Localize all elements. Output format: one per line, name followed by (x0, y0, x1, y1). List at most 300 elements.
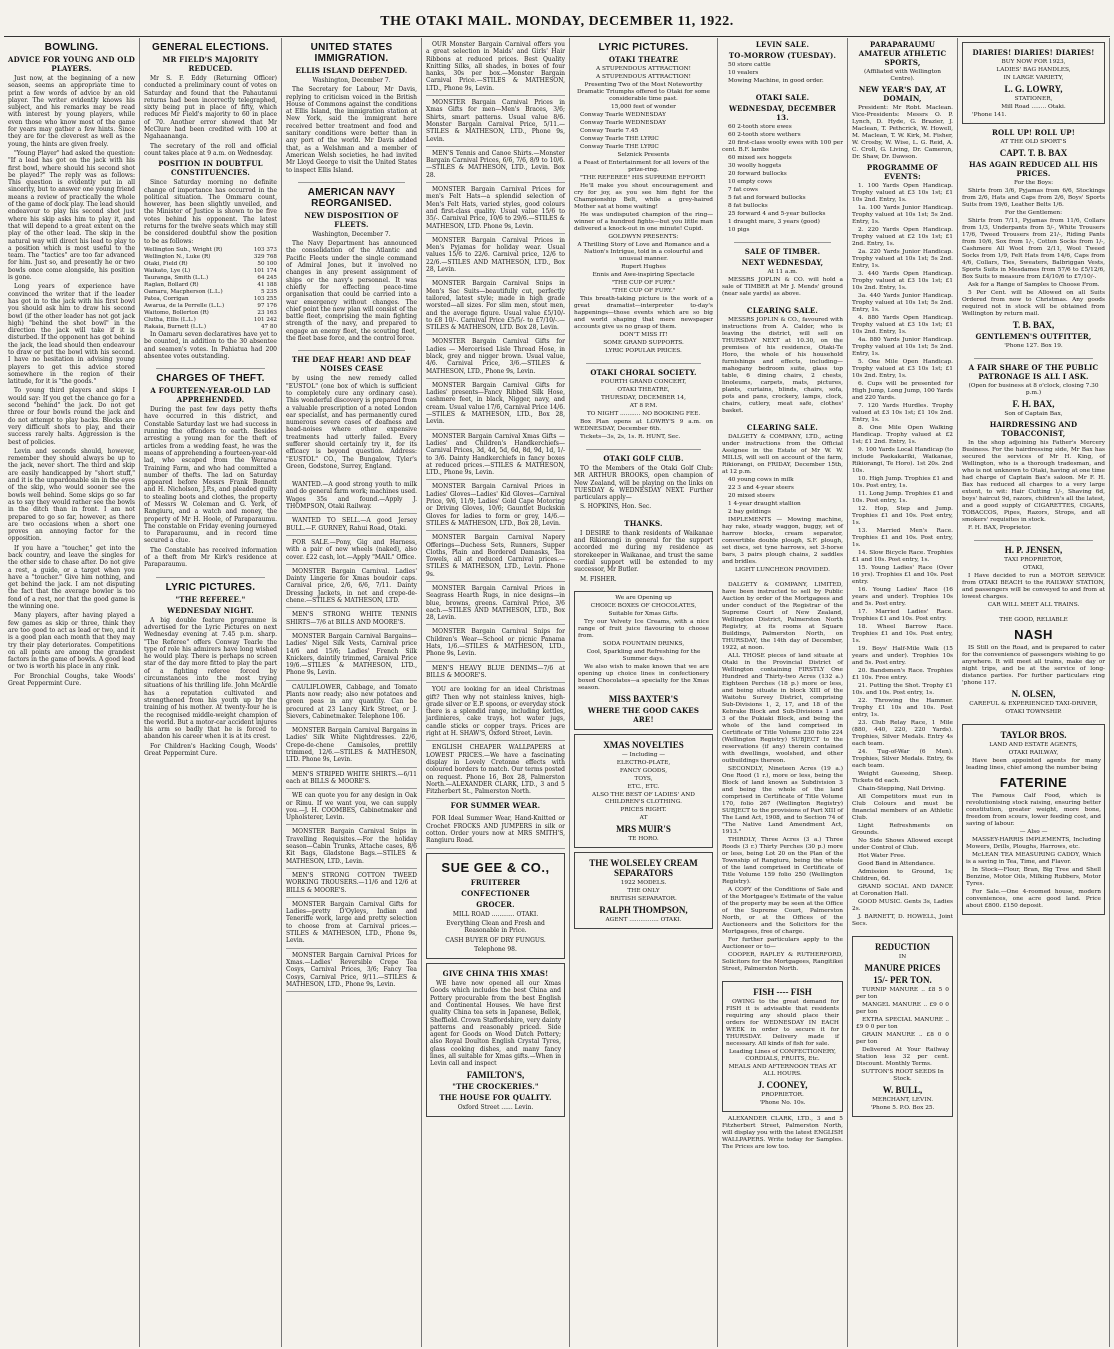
golf-ad (574, 454, 713, 511)
ad-title: ROLL UP! ROLL UP! (991, 128, 1076, 137)
table-row (144, 310, 277, 317)
ad-text: FOR SALE.—Pony, Gig and Harness, with a pair of new wheels (naked), also cover. £22 cash, lot.—Apply "MAIL" Office. (286, 538, 417, 561)
classified-ad (426, 812, 565, 848)
votes-cell: 5 235 (260, 288, 277, 295)
article-subheadline: A FOURTEEN-YEAR-OLD LAD APPREHENDED. (150, 386, 271, 405)
classified-ad (286, 565, 417, 608)
taylor-ad (962, 724, 1105, 915)
ad-title: J. COONEY, (757, 1080, 808, 1090)
ad-line: LADIES' BAG HANDLES, (996, 67, 1071, 73)
ad-line: IN (898, 954, 907, 960)
ad-line: SODA FOUNTAIN DRINKS, (602, 640, 685, 647)
ad-title: FISH ---- FISH (753, 987, 812, 997)
xmas-novelties-ad (574, 734, 713, 848)
seat-cell: Awarua, de la Perrelle (L.L.) (144, 302, 225, 309)
article-headline: UNITED STATES IMMIGRATION. (310, 42, 393, 64)
ad-line: Conway Tearle WEDNESDAY (580, 120, 666, 126)
event-item: Chain-Stepping, Nail Driving. (858, 786, 946, 792)
article-subheadline: WEDNESDAY NIGHT. (167, 605, 254, 615)
event-item: 23. Club Relay Race, 1 Mile (880, 440, 220, 220 Yards). Trophies, Silver Medals. Entry 4s each team. (852, 720, 953, 747)
ad-line: DON'T MISS IT! (619, 332, 668, 338)
bax-ad (962, 128, 1105, 350)
seat-cell: Oamaru, Macpherson (L.L.) (144, 288, 223, 295)
table-row (144, 282, 277, 289)
ad-title: A FAIR SHARE OF THE PUBLIC PATRONAGE IS ALL I ASK. (968, 363, 1099, 381)
table-row (144, 317, 277, 324)
timber-sale-ad (722, 247, 843, 298)
table-row (144, 324, 277, 331)
seat-cell: Patea, Corrigan (144, 295, 189, 302)
classified-ad (426, 741, 565, 799)
ad-line: Conway Tearle THE LYRIC (580, 136, 659, 142)
article-paragraph: During the past few days petty thefts have occurred in this district, and Constable Saturday last we had success in running the offenders to earth. Besides arresting a young man for the theft of articles from a wedding feast, he was the means of apprehending a fourteen-year-old lad, who escaped from the Weraroa Training Farm, and who had committed a number of thefts. The lad on Saturday appeared before Messrs Frank Bennett and H. Nicholson, J.P.s, and pleaded guilty to stealing boots and clothes, the property of Messrs W. Coleman and G. Yerk, of Rangiuru, and a watch and money, the property of Mr H. Hoole, of Paraparaumu. The constable on Friday evening journeyed to Paraparaumu, and in record time secured a clue. (144, 406, 277, 545)
ad-line: I DESIRE to thank residents of Waikanae and Rikiorangi in general for the support accorded me during my residence as storekeeper in Waikanae, and trust the same cordial support will be extended to my successor, Mr Butler. (574, 529, 713, 574)
jensen-ad (962, 545, 1105, 609)
article-headline: GENERAL ELECTIONS. (152, 42, 269, 53)
masthead (0, 0, 1114, 36)
clearing-sale-ad (722, 306, 843, 415)
table-row (144, 289, 277, 296)
event-item: 4. 880 Yards Open Handicap. Trophy valued at £3 10s 1st; £1 10s 2nd. Entry, 1s. (852, 315, 953, 335)
ad-text: MONSTER Bargain Carnival Napery Offerings—Duchess Sets, Runners, Supper Cloths, Plain and Bordered Damasks, Tea Towels, all at reduced Carnival prices.—STILES & MATHESON, LTD., Levin. Phone 9s. (426, 534, 565, 578)
event-item: Weight Guessing, Sheep. Tickets 6d each. (852, 771, 953, 784)
article-subheadline: ELLIS ISLAND DEFENDED. (295, 66, 408, 75)
ad-text: MONSTER Bargain Carnival Gifts for Ladies' presents—Fancy Ribbed Silk Hose, cashmere feet, in black, Nigger, navy, and cream. Usual value 17/6, Carnival Price 14/6.—STILES & MATHESON, LTD., Box 28, Levin. (426, 381, 565, 426)
event-item: 1. 100 Yards Open Handicap. Trophy valued at £3 10s 1st; £1 10s 2nd. Entry, 1s. (852, 183, 953, 203)
column-8 (958, 38, 1110, 1347)
ad-text: Telephone 98. (474, 945, 517, 953)
ad-line: For Sale.—One 4-roomed house, modern conveniences, one acre good land. Price about £800. £150 deposit. (966, 889, 1101, 909)
ad-line: TAXI PROPRIETOR, (1004, 557, 1063, 563)
event-item: 3a. 440 Yards Junior Handicap. Trophy valued at 10s 1st; 5s 2nd. Entry, 1s. (852, 293, 953, 313)
ad-line: FOURTH GRAND CONCERT, (600, 379, 687, 385)
classified-ad (426, 683, 565, 741)
seat-cell: Clutha, Ellis (L.L.) (144, 316, 196, 323)
ad-text: CAULIFLOWER, Cabbage, and Tomato Plants now ready; also new potatoes and green peas in any quantity. Can be procured at 23 Lancy Kirk Street, or J. Sievers, Cabinetmaker. Telephone 106. (286, 683, 417, 720)
event-item: Hot Water Free. (858, 853, 906, 859)
column-6 (718, 38, 848, 1347)
ad-headline: FOR SUMMER WEAR. (450, 801, 541, 811)
table-row (144, 275, 277, 282)
ad-line: Shirts from 7/11, Pyjamas from 11/6, Collars from 1/3, Underpants from 5/-, White Trousers 17/6, Tweed Trousers from 21/-, Riding Pants from 10/6, Sox from 1/-, Cotton Socks from 1/-, Cashmere All Wool from 2/11, Wool Tweed Socks from 1/9, Felt Hats from 14/6, Caps from 4/6, Collars, Ties, Sweaters, Balbriggan Vests, Sports Suits in Mesdames from 57/6 to £5/12/6, Box Suits to measure from £4/10/6 to £7/10/-. (962, 218, 1105, 280)
classified-ad (286, 681, 417, 724)
ad-line: ALL THOSE pieces of land situate at Otaki in the Provincial District of Wellington containing FIRSTLY One Hundred and Thirty-two Acres (132 a.) Eighteen Perches (18 p.) more or less, and being situate in block XIII of the Waitohu Survey District, comprising Sub-Divisions 1, 2, 17, and 18 of the Kebrake Block and Sub-Divisions 1 and 3 of the Pukiaki Block, and being the whole of the land comprised in Certificate of Title Volume 230 folio 224 (Wellington Registry) SUBJECT to the reservations (if any) therein contained with dwellings, woolshed, and other outbuildings thereon. (722, 653, 843, 764)
ad-line: 60 2-tooth store ewes (728, 124, 792, 130)
ad-text: MEN'S STRONG WHITE TENNIS SHIRTS—7/6 at BILLS AND MOORE'S. (286, 611, 417, 626)
votes-cell: 50 100 (257, 260, 277, 267)
ad-title: FATERINE (999, 775, 1068, 790)
ad-line: TURNIP MANURE .. £8 5 0 per ton (856, 987, 949, 1000)
article-dateline: Washington, December 7. (312, 77, 391, 84)
event-item: J. BARNETT, D. HOWELL, Joint Secs. (852, 914, 953, 927)
ad-line: SUTTON'S ROOT SEEDS In Stock. (861, 1069, 944, 1082)
event-item: 5. One Mile Open Handicap. Trophy valued at £3 10s 1st; £1 10s 2nd. Entry, 1s. (852, 359, 953, 379)
ad-line: BUY NOW FOR 1923, (1001, 59, 1066, 65)
ad-line: (Open for business at 8 o'clock, closing 7.30 p.m.) (968, 383, 1099, 396)
ad-title: OTAKI CHORAL SOCIETY. (590, 368, 697, 377)
table-row (144, 261, 277, 268)
divider (734, 242, 831, 243)
table-row (144, 268, 277, 275)
article-paragraph: If you have a "toucher," get into the back country, and leave the singles for the other side to chase after. Do not give a rest, a guide, or a target when you have a "toucher." Give him nothing, and get behind the jack. I am not disputing the fact that the average bowler is too fond of a rest, nor that the good game is the winning one. (8, 544, 135, 611)
ad-line: THURSDAY, DECEMBER 14, (601, 395, 686, 401)
ad-title: MRS MUIR'S (616, 823, 671, 834)
article-subheadline: "THE REFEREE." (175, 594, 246, 604)
ad-line: The Famous Calf Food, which is revolutionising stock raising, ensuring better constitution, greater weight, more bone, freedom from scours, lower feeding cost, and saving of labour. (966, 793, 1101, 827)
event-item: GOOD MUSIC. Gents 3s, Ladies 2s. (852, 899, 953, 912)
article-paragraph: The Navy Department has announced the consolidation of the Atlantic and Pacific Fleets under the single command of Admiral Jones, but it involved no changes in any present assignment of ships or the navy's personnel. It was chiefly for effecting peace-time organisation that could be carried into a war emergency without changes. The chief point the new plan will consist of the battle fleet, comprising the main fighting strength of the navy, and prepared to engage an enemy fleet, the scouting fleet, the fleet base force, and the control force. (286, 240, 417, 343)
column-5 (570, 38, 718, 1347)
classified-ad (286, 949, 417, 992)
event-item: 2a. 220 Yards Junior Handicap. Trophy valued at 10s 1st; 5s 2nd. Entry, 1s. (852, 249, 953, 269)
ad-line: DALGETY & COMPANY, LIMITED, have been instructed to sell by Public Auction by order of the Mortgagees and under conduct of the Registrar of the Supreme Court of New Zealand, Wellington District, Palmerston North Registry, at its rooms at Square Buildings, Palmerston North, on THURSDAY, the 14th day of December, 1922, at noon. (722, 582, 843, 651)
ad-line: Box Plan opens at LOWRY'S 9 a.m. on WEDNESDAY, December 6th. (574, 419, 713, 432)
ad-line: MERCHANT, LEVIN. (871, 1097, 934, 1103)
ad-text: MONSTER Bargain Carnival Bargains in Ladies' Silk White Nightdresses. 22/6, Crepe-de-chene Camisoles, prettily trimmed, 12/6.—STILES & MATHESON, LTD. Phone 9s, Levin. (286, 727, 417, 764)
ad-text: by using the new remedy called "EUSTOL" (one box of which is sufficient to completely cure any ordinary case). This wonderful discovery is prepared from a valuable prescription of a noted London ear specialist, and has permanently cured numerous severe cases of deafness and head-noises where other expensive treatments had utterly failed. Every sufferer should certainly try it, for its efficacy is beyond question. Address: "EUSTOL" CO., The Bungalow, Tyler's Green, Godstone, Surrey, England. (286, 375, 417, 470)
ad-text: CASH BUYER OF DRY FUNGUS. (445, 936, 546, 944)
ad-line: 50 store cattle (728, 62, 771, 68)
article-paragraph: The secretary of the roll and official count takes place at 9 a.m. on Wednesday. (144, 142, 277, 157)
ad-title: TAYLOR BROS. (1000, 730, 1067, 740)
article-paragraph: The Constable has received information of a theft from Mr Kirk's residence at Paraparaumu. (144, 546, 277, 569)
event-item: 11. Long Jump. Trophies £1 and 10s. Post entry, 1s. (852, 491, 953, 504)
ad-text: MONSTER Bargain Carnival Prices for Xmas.—Ladies' Reversible Crepe Tea Cosys, Carnival Prices, 3/6; Fancy Tea Cosys, Carnival Price, 9/11.—STILES & MATHESON, LTD., Phone 9s, Levin. (286, 951, 417, 988)
dalgety-ad (722, 582, 843, 973)
ad-line: 5 Per Cent. will be Allowed on all Suits Ordered from now to Christmas. Any goods required not in stock will be obtained from Wellington by return mail. (962, 290, 1105, 317)
article-paragraph: Many players, after having played a few games as skip or three, think they are too good to act as lead or two, and it is a good plan each month that they may try their play deteriorates. Competitions on all points are among the grandest factors in the game of bowls. A good lead or two is worth his place in any rink. (8, 612, 135, 671)
ad-line: MESSRS JOPLIN & CO. will hold a sale of TIMBER at Mr J. Mends' ground (near sale yards) as above. (722, 277, 843, 297)
ad-line: A COPY of the Conditions of Sale and of the Mortgagee's Estimate of the value of the property may be seen at the Office of the Supreme Court, Palmerston North, or at the Offices of the Auctioneers and the Solicitors for the Mortgagees, free of charge. (722, 887, 843, 935)
ad-line: MASSEY-HARRIS IMPLEMENTS, Including Mowers, Drills, Ploughs, Harrows, etc. (966, 837, 1101, 850)
event-item: All Competitors must run in Club Colours and must be financial members of an Athletic Club. (852, 794, 953, 821)
divider (974, 540, 1093, 541)
ad-line: 'Phone 141. (972, 112, 1007, 118)
ad-line: IN LARGE VARIETY, (1003, 75, 1064, 81)
article-paragraph: Just now, at the beginning of a new season, seems an appropriate time to print a few words of advice by an old player. The writer evidently knows his subject, and his remarks may be read with interest by young players, while even those who know most of the game for years may gather a few hints. Since they are for the cleverest as well as the young, the hints are given freely. (8, 75, 135, 148)
ad-line: Ask for a Range of Samples to Choose From. (968, 282, 1100, 288)
divider (298, 350, 405, 351)
ad-title: FAMILTON'S, (466, 1069, 525, 1080)
ad-line: "THE CUP OF FURY." (611, 280, 676, 286)
ad-line: A Thrilling Story of Love and Romance and a Nation's Intrigue, told in a colourful and unusual manner. (577, 242, 710, 262)
ad-line: LYRIC POPULAR PRICES. (605, 348, 682, 354)
ad-line: We also wish to make known that we are opening up choice lines in confectionery boxed Chocolates—a specialty for the Xmas season. (578, 663, 709, 691)
votes-cell: 101 174 (253, 267, 277, 274)
ad-line: For further particulars apply to the Auctioneer or to— (722, 937, 843, 950)
classified-ad (286, 536, 417, 565)
ad-line: 10 empty cows (728, 179, 772, 185)
ad-line: ETC., ETC. (627, 783, 660, 790)
ad-title: THE WOLSELEY CREAM SEPARATORS (589, 857, 698, 878)
ad-title: MISS BAXTER'S (608, 693, 679, 704)
classified-ad (426, 662, 565, 684)
divider (586, 449, 701, 450)
ad-text: MONSTER Bargain Carnival Bargains—Ladies' Nigel Silk Vests, Carnival price 14/6 and 15/6; Ladies' French Silk Knickers, daintily trimmed, Carnival Price 19/6.—STILES & MATHESON, LTD., Phone 9s, Levin. (286, 632, 417, 677)
ad-title: XMAS NOVELTIES (603, 739, 684, 750)
ad-line: FANCY GOODS, (619, 767, 668, 774)
ad-text: Oxford Street ...... Levin. (457, 1103, 534, 1111)
classified-ad (426, 234, 565, 277)
ad-line: McLEAN TEA MEASURING CADDY, Which is a saving in Tea, Time, and Flavor. (966, 852, 1101, 865)
ad-title: CAPT. T. B. BAX (999, 148, 1068, 158)
classified-ad (426, 277, 565, 335)
votes-cell: 41 188 (257, 281, 277, 288)
votes-cell: 101 242 (253, 316, 277, 323)
ad-line: 5 fat and forward bullocks (728, 195, 806, 201)
ad-text: MONSTER Bargain Carnival Snips in Travelling Requisites.—For the holiday season—Cabin Trunks, Attache cases, 8/6 Kit Bags, Gladstone Bags.—STILES & MATHESON, LTD., Levin. (286, 828, 417, 865)
masthead-title: THE OTAKI MAIL. MONDAY, DECEMBER 11, 1922. (380, 14, 734, 29)
ad-line: Son of Captain Bax, (1004, 411, 1063, 417)
ad-line: At 11 a.m. (767, 269, 798, 275)
votes-cell: 47 80 (260, 323, 277, 330)
seat-cell: Wellington N., Luke (R) (144, 253, 211, 260)
clark-ad (722, 1116, 843, 1151)
seat-cell: Otaki, Field (R) (144, 260, 188, 267)
ad-line: 8 fat bullocks (728, 203, 768, 209)
ad-text: MEN'S STRONG COTTON TWEED WORKING TROUSERS.—11/6 and 12/6 at BILLS & MOORE'S. (286, 871, 417, 894)
ad-text: WE have now opened all our Xmas Goods which includes the best China and Pottery procurable from the best English and Continental Houses. We have first quality China tea sets in Japanese, Bellek, Sheffield. Crown Staffordshire, very dainty patterns and reasonably priced. Side agent for Goods on Wood Dutch Pottery; also Royal Doulton English Crystal Tyres, glass cooking dishes, and many fancy lines, all suitable for Xmas gifts.—When in Levin call and inspect (430, 980, 561, 1068)
ad-line: AT (639, 814, 648, 821)
ad-title: CLEARING SALE. (746, 306, 819, 315)
ad-text: MONSTER Bargain Carnival Prices in Men's Pyjamas for holiday wear. Usual values 15/6 to 22/6. Carnival price, 12/6 to 22/6.—STILES AND MATHESON, LTD., Box 28, Levin. (426, 236, 565, 274)
votes-cell: 97 176 (257, 302, 277, 309)
event-item: No Side Shows Allowed except under Control of Club. (852, 838, 953, 851)
ad-line: Conway Tearle 7.45 (580, 128, 639, 134)
ad-title: PARAPARAUMU AMATEUR ATHLETIC SPORTS, (858, 40, 947, 67)
divider (156, 577, 265, 578)
divider (974, 358, 1093, 359)
event-item: 4a. 880 Yards Junior Handicap. Trophy valued at 10s 1st; 5s 2nd. Entry, 1s. (852, 337, 953, 357)
ad-line: — Including — (621, 751, 666, 758)
ad-title: THANKS. (624, 518, 663, 528)
bowling-article (8, 42, 135, 687)
event-item: 19. Boys' Half-Mile Walk (15 years and under). Trophies 10s and 5s. Post entry. (852, 646, 953, 666)
event-item: GRAND SOCIAL AND DANCE at Coronation Hall. (852, 884, 953, 897)
ad-line: SECONDLY, Nineteen Acres (19 a.) One Rood (1 r.), more or less, being the Block of land known as Subdivision 3 and being the whole of the land comprised in Certificate of Title Volume 170, folio 267 (Wellington Registry) SUBJECT to the provisions of Part XIII of The Land Act, 1908, and to Section 74 of "The Native Land Amendment Act, 1913." (722, 766, 843, 835)
event-item: 16. Young Ladies' Race (16 years and under). Trophies 10s and 5s. Post entry. (852, 587, 953, 607)
classified-ad (286, 630, 417, 681)
ad-text: MEN'S HEAVY BLUE DENIMS—7/6 at BILLS & MOORE'S. (426, 664, 565, 679)
event-item: 18. Wheel Barrow Race. Trophies £1 and 10s. Post entry, 1s. (852, 624, 953, 644)
ad-text: Everything Clean and Fresh and Reasonable in Price. (446, 919, 545, 935)
article-paragraph: The Secretary for Labour, Mr Davis, replying to criticism voiced in the British House of Commons against the conditions at Ellis Island, the immigration station at New York, said the immigrant here received better treatment and food and sanitary conditions were better than in any port of the world. Mr Davis added that, as a Welshman and a member of American Welsh societies, he had invited Mr Lloyd George to visit the United States to inspect Ellis Island. (286, 86, 417, 174)
ad-text: MONSTER Bargain Carnival Prices in Xmas Gifts for men—Men's Braces, 3/6; Shirts, smart patterns. Usual value 8/6. Monster Bargain Carnival Price, 5/11.—STILES & MATHESON, LTD., Phone 9s, Levin. (426, 99, 565, 143)
ad-line: 20 mixed steers (728, 493, 775, 499)
lyric-pictures-ad (574, 42, 713, 355)
event-item: 17. Married Ladies' Race. Trophies £1 and 10s. Post entry. (852, 609, 953, 622)
classified-ad (426, 582, 565, 625)
wolseley-ad (574, 852, 713, 929)
ad-line: 25 forward 4 and 5-year bullocks (728, 211, 826, 217)
votes-cell: 23 163 (257, 309, 277, 316)
classified-ad (286, 898, 417, 949)
ad-subtitle: HAS AGAIN REDUCED ALL HIS PRICES. (969, 160, 1098, 178)
ad-line: THE GOOD, RELIABLE (999, 617, 1068, 623)
ad-line: (Affiliated with Wellington Centre). (864, 69, 941, 82)
ad-text: MONSTER Bargain Carnival Snips for Children's Wear—School or picnic Panama Hats, 1/6.—STILES & MATHESON, LTD., Phone 9s, Levin. (426, 628, 565, 658)
lowry-ad (962, 42, 1105, 124)
ad-text: MONSTER Bargain Carnival. Ladies' Dainty Lingerie for Xmas boudoir caps. Carnival price, 2/6, 6/6, 7/11. Dainty Dressing Jackets, in net and crepe-de-chene.—STILES & MATHESON, LTD. (286, 567, 417, 605)
nash-ad (962, 617, 1105, 716)
ad-title: OTAKI GOLF CLUB. (603, 454, 684, 463)
clearing-sale-ad (722, 423, 843, 574)
column-7 (848, 38, 958, 1347)
fh-bax-ad (962, 363, 1105, 532)
event-item: 22. Throwing the Hammer. Trophy £1 10s and 10s. Post entry, 1s. (852, 698, 953, 718)
ad-title: NASH (1014, 627, 1053, 642)
ad-line: He'll make you shout encouragement and cry for joy, as you see him fight for the Championship Belt, while a grey-haired Mother sat at home waiting! (574, 183, 713, 210)
article-dateline: Washington, December 7. (312, 230, 391, 238)
ad-subtitle: FRUITERER (470, 877, 521, 887)
ad-headline: THE DEAF HEAR! AND DEAF NOISES CEASE (291, 355, 412, 374)
seat-cell: Rakaia, Burnett (L.L.) (144, 323, 207, 330)
classified-ad (426, 38, 565, 96)
ad-line: PROPRIETOR. (761, 1092, 804, 1098)
column-1 (4, 38, 140, 1347)
article-paragraph: Levin and seconds should, however, remember they should always be up to the jack, never short. The third and skip are easily handicapped by "short stuff," and it is the unpardonable sin in the eyes of the skip, who would sooner see the bowls well behind. Some skips go so far as to say they would rather see the bowls in the ditch than in front. I am not prepared to go so far, however, as there are two occasions when a short one proves an annoying factor for the opposition. (8, 447, 135, 543)
ad-text: ENGLISH CHEAPER WALLPAPERS at LOWEST PRICES.—We have a fascinating display in Lovely Cretonne effects with coloured borders to match. Our terms posted on request. Phone 16, Box 28, Palmerston North.—ALEXANDER CLARK, LTD., 3 and 5 Fitzherbert St., Palmerston North. (426, 744, 565, 796)
seat-cell: Waikato, Lye (L) (144, 267, 191, 274)
votes-cell: 64 245 (257, 274, 277, 281)
ad-line: LAND AND ESTATE AGENTS, (989, 742, 1078, 748)
event-item: 1a. 100 Yards Junior Handicap. Trophy valued at 10s 1st; 5s 2nd. Entry, 1s. (852, 205, 953, 225)
ad-subtitle: WEDNESDAY, DECEMBER 13. (728, 104, 837, 122)
ad-line: CAR WILL MEET ALL TRAINS. (987, 602, 1080, 608)
ad-text: WANTED TO SELL.—A good Jersey BULL.—F. GURNEY, Rahui Road, Otaki. (286, 517, 417, 532)
ad-line: ELECTRO-PLATE, (616, 759, 671, 766)
otaki-sale-ad (722, 93, 843, 234)
ad-line: In the shop adjoining his Father's Mercery Business. For the hairdressing side, Mr Bax has secured the services of Mr H. King, of Wellington, who is a thorough tradesman, and who is not unknown to Otaki, having at one time had charge of Captain Bax's saloon. Mr F. H. Bax has reduced all charges to a very large extent, to wit: Hair Cutting 1/-, Shaving 6d, boys' haircut 9d, razors, children's all the latest, and a good supply of CIGARETTES, CIGARS, TOBACCOS, Pipes, Razors, Strops, and all smokers' requisites in stock. (962, 440, 1105, 523)
classified-ad (286, 514, 417, 536)
ad-line: GOLDWYN PRESENTS: (608, 234, 679, 240)
thanks-ad (574, 519, 713, 583)
ad-line: Selznick Presents (617, 152, 670, 158)
ad-title: LYRIC PICTURES. (598, 42, 689, 53)
ad-line: OTAKI, (1023, 565, 1044, 571)
article-subheadline: NEW DISPOSITION OF FLEETS. (304, 210, 399, 229)
classified-ad (426, 379, 565, 430)
ad-title: LEVIN SALE. (755, 40, 810, 49)
classified-ad (286, 478, 417, 514)
deaf-ad (286, 355, 417, 470)
seat-cell: Wellington Sub., Wright (R) (144, 246, 223, 253)
ad-line: Delivered At Your Railway Station less 32 per cent. Discount. Monthly Terms. (856, 1047, 949, 1067)
article-paragraph: For Children's Hacking Cough, Woods' Great Peppermint Cure. (144, 742, 277, 757)
article-paragraph: Mr S. F. Eddy (Returning Officer) conducted a preliminary count of votes on Saturday and found that the Pahautanui returns had been incorrectly telegraphed, sixty being put in place of fifty, which reduces Mr Field's majority to 60 in place of 70. Another error showed that Mr McClure had been credited with 100 at Ngahaananga. (144, 75, 277, 141)
seat-cell: Waitomo, Bollerton (R) (144, 309, 209, 316)
ad-line: MEALS AND AFTERNOON TEAS AT ALL HOURS. (728, 1064, 837, 1077)
ad-line: PRICES RIGHT. (620, 806, 667, 813)
ad-line: "THE CUP OF FURY." (611, 288, 676, 294)
classified-ad (426, 480, 565, 531)
ad-line: For the Gentlemen: (1004, 210, 1063, 216)
column-3 (282, 38, 422, 1347)
ad-headline: GIVE CHINA THIS XMAS! (442, 969, 549, 979)
divider (156, 368, 265, 369)
ad-line: 30 woolly hoggets (728, 163, 782, 169)
ad-line: TO the Members of the Otaki Golf Club: MR ARTHUR BROOKS, open champion of New Zealand, will be playing on the links on TUESDAY & WEDNESDAY NEXT. Further particulars apply— (574, 465, 713, 502)
ad-title: SALE OF TIMBER. (744, 247, 821, 256)
ad-line: LIGHT LUNCHEON PROVIDED. (735, 567, 830, 573)
ad-subtitle: GENTLEMEN'S OUTFITTER, (975, 332, 1092, 341)
ad-line: BRITISH SEPARATOR. (610, 895, 677, 902)
ad-line: Tickets—3s, 2s, 1s. R. HUNT, Sec. (580, 434, 681, 440)
ad-line: AT 8 P.M. (629, 403, 658, 409)
ad-title: SUE GEE & CO., (441, 859, 550, 875)
ad-line: Conway Tearle WEDNESDAY (580, 112, 666, 118)
ad-line: — Also — (1019, 829, 1048, 835)
event-item: 9. 100 Yards Local Handicap (to include Paekakariki, Waikanae, Rikiorangi, Te Horo). 1st 20s. 2nd 10s. (852, 447, 953, 474)
levin-sale-ad (722, 40, 843, 85)
event-item: 21. Putting the Shot. Trophy £1 10s. and 10s. Post entry, 1s. (852, 683, 953, 696)
ad-line: 'Phone 5. P.O. Box 25. (870, 1105, 935, 1111)
ad-line: TE HORO. (628, 835, 659, 842)
event-item: 10. High Jump. Trophies £1 and 10s. Post entry, 1s. (852, 476, 953, 489)
ad-title: RALPH THOMPSON, (599, 904, 688, 915)
ad-text: MEN'S Tennis and Canoe Shirts.—Monster Bargain Carnival Prices, 6/6, 7/6, 8/9 to 10/6.—STILES & MATHESON, LTD., Levin. Box 28. (426, 149, 565, 179)
ad-line: President: Mr Robt. Maclean. Vice-Presidents: Messrs O. P. Lynch, D. Hyde, G. Brazier, J. Maclean, T. Pethcrick, W. Howell, M. Maclean, T. W. Kirk, M. Fisher, W. Crosby, W. Wise, L. G. Reid, A. C. Croll, G. Living, Dr. Cameron, Dr. Shaw, Dr. Dawson. (852, 105, 953, 160)
sue-gee-ad (426, 853, 565, 959)
ad-text: MONSTER Bargain Carnival Prices in Ladies' Gloves—Ladies' Kid Gloves—Carnival Price, 9/6, 11/9; Ladies' Gold Cape Motoring or Driving Gloves, 10/6; Gauntlet Buckskin Gloves for ladies to form or grey, 14/6.—STILES & MATHESON, LTD., Box 28, Levin. (426, 483, 565, 527)
table-row (144, 254, 277, 261)
ad-line: Conway Tearle THE LYRIC (580, 144, 659, 150)
article-paragraph: Long years of experience have convinced the writer that if the leader has got in to the jack with his first bowl you should ask him to draw his second bowl (if the other leader has not got jack high) "behind the shot bowl" in the direction the jack will take if it is disturbed. If the opponent has got behind the jack, the lead should then endeavour to draw or put the bowl with his second. I have no hesitation in advising young players to get this advice stored somewhere in the region of their latitude, for it is "the goods." (8, 283, 135, 386)
ad-text: OUR Monster Bargain Carnival offers you a great selection in Maids' and Girls' Hair Ribbons at reduced prices. Best Quality Knitting Silks, all shades, in boxes of four hanks, 30s per box.—Monster Bargain Carnival Price.—STILES & MATHESON, LTD., Phone 9s, Levin. (426, 41, 565, 92)
classified-ad (426, 531, 565, 582)
ad-line: AT THE OLD SPORT'S (1000, 139, 1067, 145)
lyric-article (144, 582, 277, 758)
ad-line: 1922 MODELS. (620, 879, 667, 886)
ad-line: IS Still on the Road, and is prepared to cater for the convenience of passengers wishing to go anywhere. It will meet all trains, make day or night trips, and be at the service of long-distance parties. For further particulars ring 'phone 117. (962, 645, 1105, 686)
ad-line: ALSO THE BEST OF LADIES' AND CHILDREN'S CLOTHING. (592, 791, 695, 805)
classified-ad (426, 147, 565, 183)
ad-line: Try our Velvety Ice Creams, with a nice range of fruit juice flavouring to choose from. (578, 618, 709, 639)
ad-line: Presenting Two of the Most Noteworthy Dramatic Triumphs offered to Otaki for some considerable time past. (577, 82, 710, 102)
event-item: 8. One Mile Open Walking Handicap. Trophy valued at £2 1st; £1 2nd. Entry, 1s. (852, 425, 953, 445)
ad-line: This breath-taking picture is the work of a great dramatist—interpreter to-day's happenings—those events which are so big and world shaping that mere newspaper accounts give us no grasp of them. (574, 296, 713, 330)
ad-line: STATIONER, (1014, 96, 1053, 102)
ad-line: A STUPENDOUS ATTRACTION! (595, 74, 692, 80)
seat-cell: Tauranga, Smith (L.L.) (144, 274, 209, 281)
sports-ad (852, 40, 953, 928)
ad-text: WANTED.—A good strong youth to milk and do general farm work; machines used. Wages 35s and found.—Apply J. THOMPSON, Otaki Railway. (286, 481, 417, 511)
fish-ad (722, 981, 843, 1112)
ad-title: L. G. LOWRY, (1004, 84, 1063, 94)
event-item: 6. Cups will be presented for High Jump, Long Jump, 100 Yards and 220 Yards. (852, 381, 953, 401)
ad-line: 22 3 and 4-year steers (728, 485, 794, 491)
ad-line: 20 forward bullocks (728, 171, 787, 177)
ad-subtitle: NEW YEAR'S DAY, AT DOMAIN, (858, 85, 947, 103)
event-item: Admission to Ground, 1s; Children, 6d. (852, 869, 953, 882)
event-item: Good Band in Attendance. (858, 861, 935, 867)
ad-text: WE can quote you for any design in Oak or Rimu. If we want you, we can supply you.—J. H. COOMBES, Cabinetmaker and Upholsterer, Levin. (286, 792, 417, 822)
theft-article (144, 373, 277, 569)
classified-ad (286, 768, 417, 790)
ad-subtitle: HAIRDRESSING AND TOBACCONIST, (989, 420, 1078, 438)
ad-line: In Stock—Flour, Bran, Big Tree and Shell Benzine, Motor Oils, Milking Rubbers, Motor Tyres. (966, 867, 1101, 887)
classified-ad (286, 789, 417, 825)
ad-title: T. B. BAX, (1012, 320, 1055, 330)
ad-subtitle: WHERE THE GOOD CAKES ARE! (587, 705, 700, 724)
immigration-article (286, 42, 417, 174)
ad-line: THIRDLY, Three Acres (3 a.) Three Roods (3 r.) Thirty Perches (30 p.) more or less, being Lot 20 on the Plan of the Township of Rangiuru, being the whole of the land comprised in Certificate of Title Volume 159 folio 250 (Wellington Registry). (722, 837, 843, 885)
ad-line: 10 pigs (728, 227, 750, 233)
navy-article (286, 187, 417, 342)
ad-line: 2 bay geldings (728, 509, 771, 515)
seat-cell: Raglan, Bollard (R) (144, 281, 199, 288)
event-item: 2. 220 Yards Open Handicap. Trophy valued at £2 10s 1st; £1 2nd. Entry, 1s. (852, 227, 953, 247)
